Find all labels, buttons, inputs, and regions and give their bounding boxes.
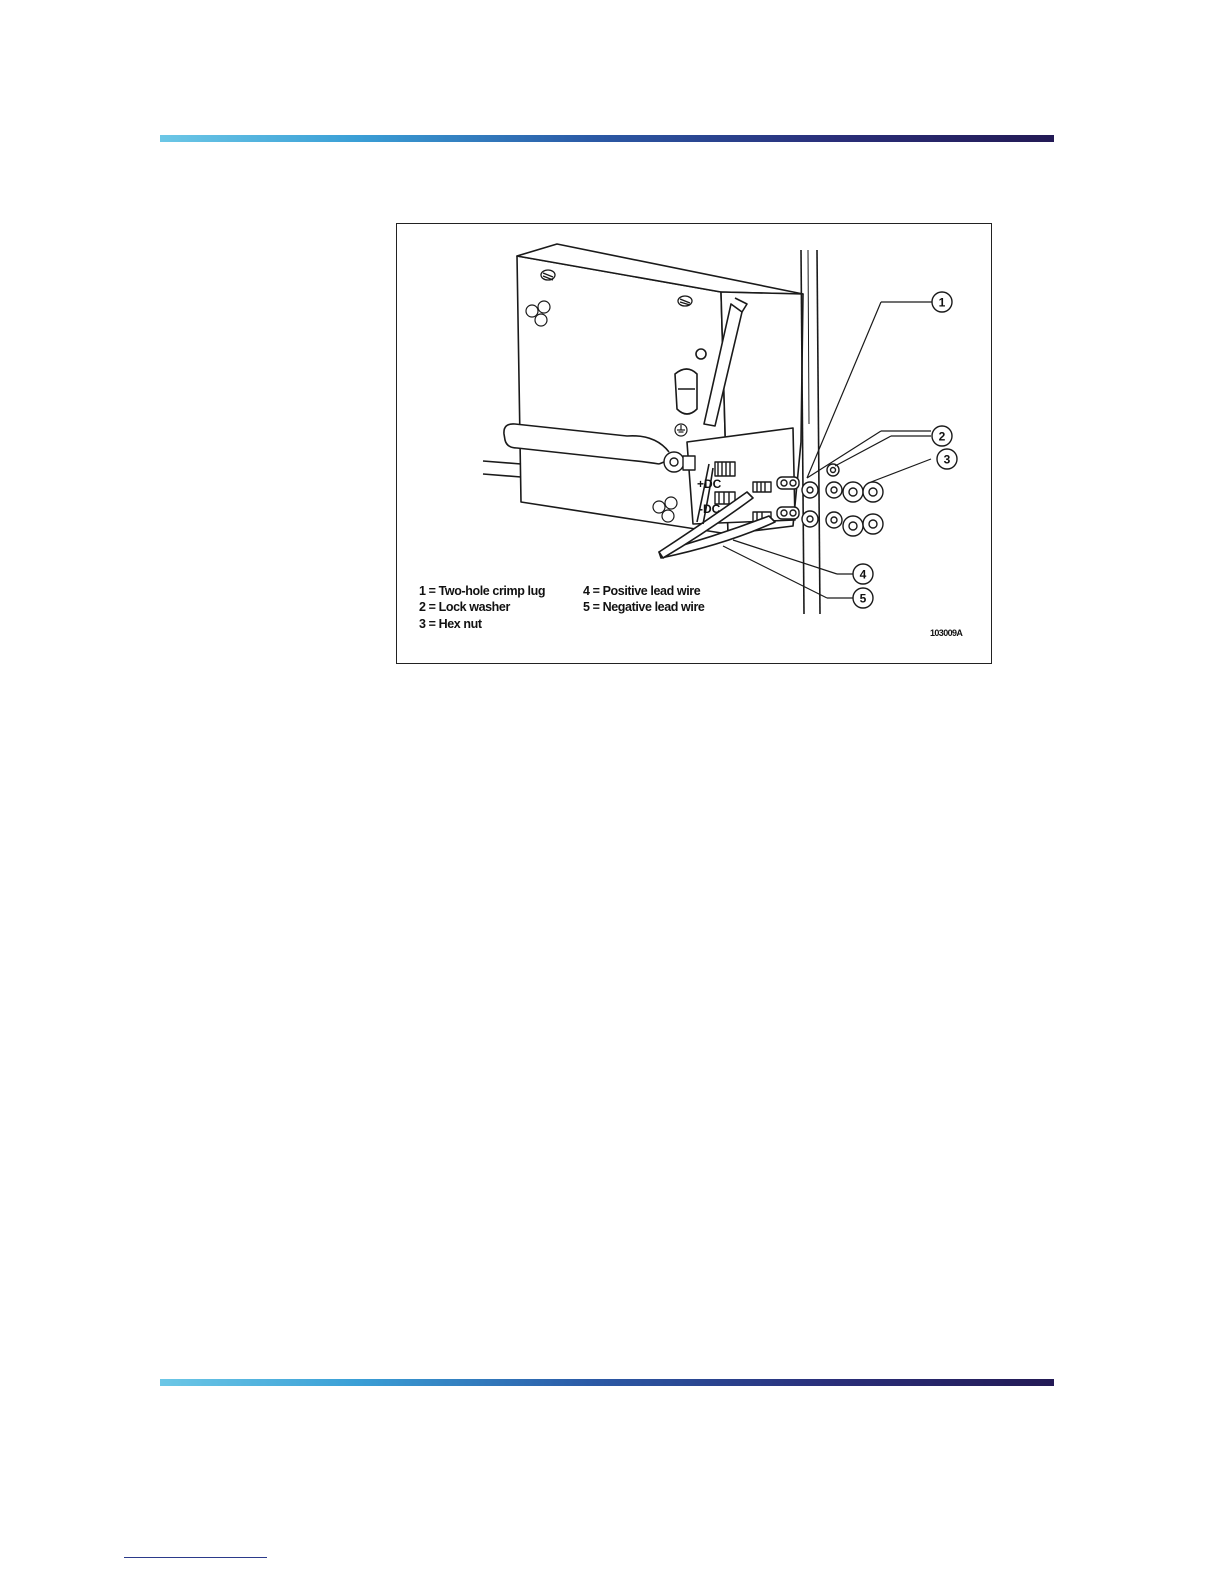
hex-nuts (843, 482, 883, 536)
dc-power-connection-illustration (397, 224, 993, 665)
legend-item-crimp-lug: 1 = Two-hole crimp lug (419, 584, 546, 598)
positive-dc-label: +DC (697, 477, 722, 491)
callout-3: 3 (943, 452, 951, 467)
power-switch (675, 369, 697, 414)
legend-item-lock-washer: 2 = Lock washer (419, 600, 510, 614)
lock-washers (802, 464, 842, 528)
negative-dc-label: -DC (699, 502, 721, 516)
callout-5: 5 (859, 591, 867, 606)
callout-1: 1 (938, 295, 946, 310)
header-rule (160, 135, 1054, 142)
rack-wire-right (817, 250, 820, 614)
callout-2: 2 (938, 429, 946, 444)
figure-frame (396, 223, 992, 664)
callout-4: 4 (859, 567, 867, 582)
ground-symbol-icon (675, 424, 687, 436)
two-hole-crimp-lug-positive (777, 477, 799, 489)
two-hole-crimp-lug-negative (777, 507, 799, 519)
screw-top-right (678, 296, 692, 306)
legend-item-negative-lead: 5 = Negative lead wire (583, 600, 705, 614)
figure-code: 103009A (930, 628, 963, 638)
screw-top-left (541, 270, 555, 280)
legend-item-positive-lead: 4 = Positive lead wire (583, 584, 701, 598)
footer-link-underline[interactable] (124, 1557, 267, 1558)
legend-item-hex-nut: 3 = Hex nut (419, 617, 482, 631)
footer-rule (160, 1379, 1054, 1386)
